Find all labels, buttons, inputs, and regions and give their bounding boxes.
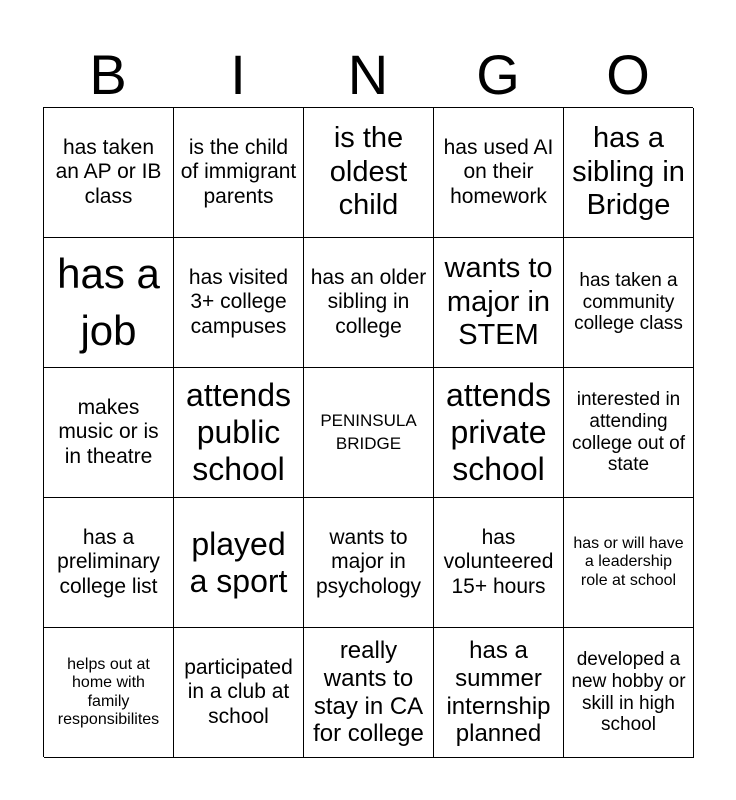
- bingo-cell[interactable]: makes music or is in theatre: [44, 368, 174, 498]
- bingo-cell[interactable]: has taken a community college class: [564, 238, 694, 368]
- bingo-cell[interactable]: attends public school: [174, 368, 304, 498]
- bingo-cell[interactable]: has an older sibling in college: [304, 238, 434, 368]
- bingo-cell[interactable]: has volunteered 15+ hours: [434, 498, 564, 628]
- bingo-cell[interactable]: has used AI on their homework: [434, 108, 564, 238]
- bingo-cell[interactable]: has a summer internship planned: [434, 628, 564, 758]
- header-letter-o: O: [606, 42, 650, 106]
- header-letter-i: I: [230, 42, 246, 106]
- bingo-cell[interactable]: attends private school: [434, 368, 564, 498]
- bingo-cell[interactable]: has or will have a leadership role at school: [564, 498, 694, 628]
- bingo-cell[interactable]: has a job: [44, 238, 174, 368]
- header-letter-b: B: [89, 42, 127, 106]
- bingo-cell[interactable]: is the child of immigrant parents: [174, 108, 304, 238]
- bingo-cell[interactable]: wants to major in STEM: [434, 238, 564, 368]
- bingo-cell[interactable]: played a sport: [174, 498, 304, 628]
- bingo-cell[interactable]: developed a new hobby or skill in high school: [564, 628, 694, 758]
- bingo-cell[interactable]: participated in a club at school: [174, 628, 304, 758]
- bingo-cell[interactable]: wants to major in psychology: [304, 498, 434, 628]
- bingo-cell[interactable]: is the oldest child: [304, 108, 434, 238]
- bingo-cell[interactable]: has a preliminary college list: [44, 498, 174, 628]
- free-space-cell[interactable]: PENINSULA BRIDGE: [304, 368, 434, 498]
- bingo-cell[interactable]: has visited 3+ college campuses: [174, 238, 304, 368]
- bingo-cell[interactable]: has taken an AP or IB class: [44, 108, 174, 238]
- bingo-board: [43, 107, 693, 757]
- bingo-cell[interactable]: interested in attending college out of state: [564, 368, 694, 498]
- bingo-cell[interactable]: has a sibling in Bridge: [564, 108, 694, 238]
- header-letter-g: G: [476, 42, 520, 106]
- bingo-header: [43, 40, 693, 108]
- header-letter-n: N: [347, 42, 389, 106]
- bingo-cell[interactable]: really wants to stay in CA for college: [304, 628, 434, 758]
- bingo-cell[interactable]: helps out at home with family responsibilites: [44, 628, 174, 758]
